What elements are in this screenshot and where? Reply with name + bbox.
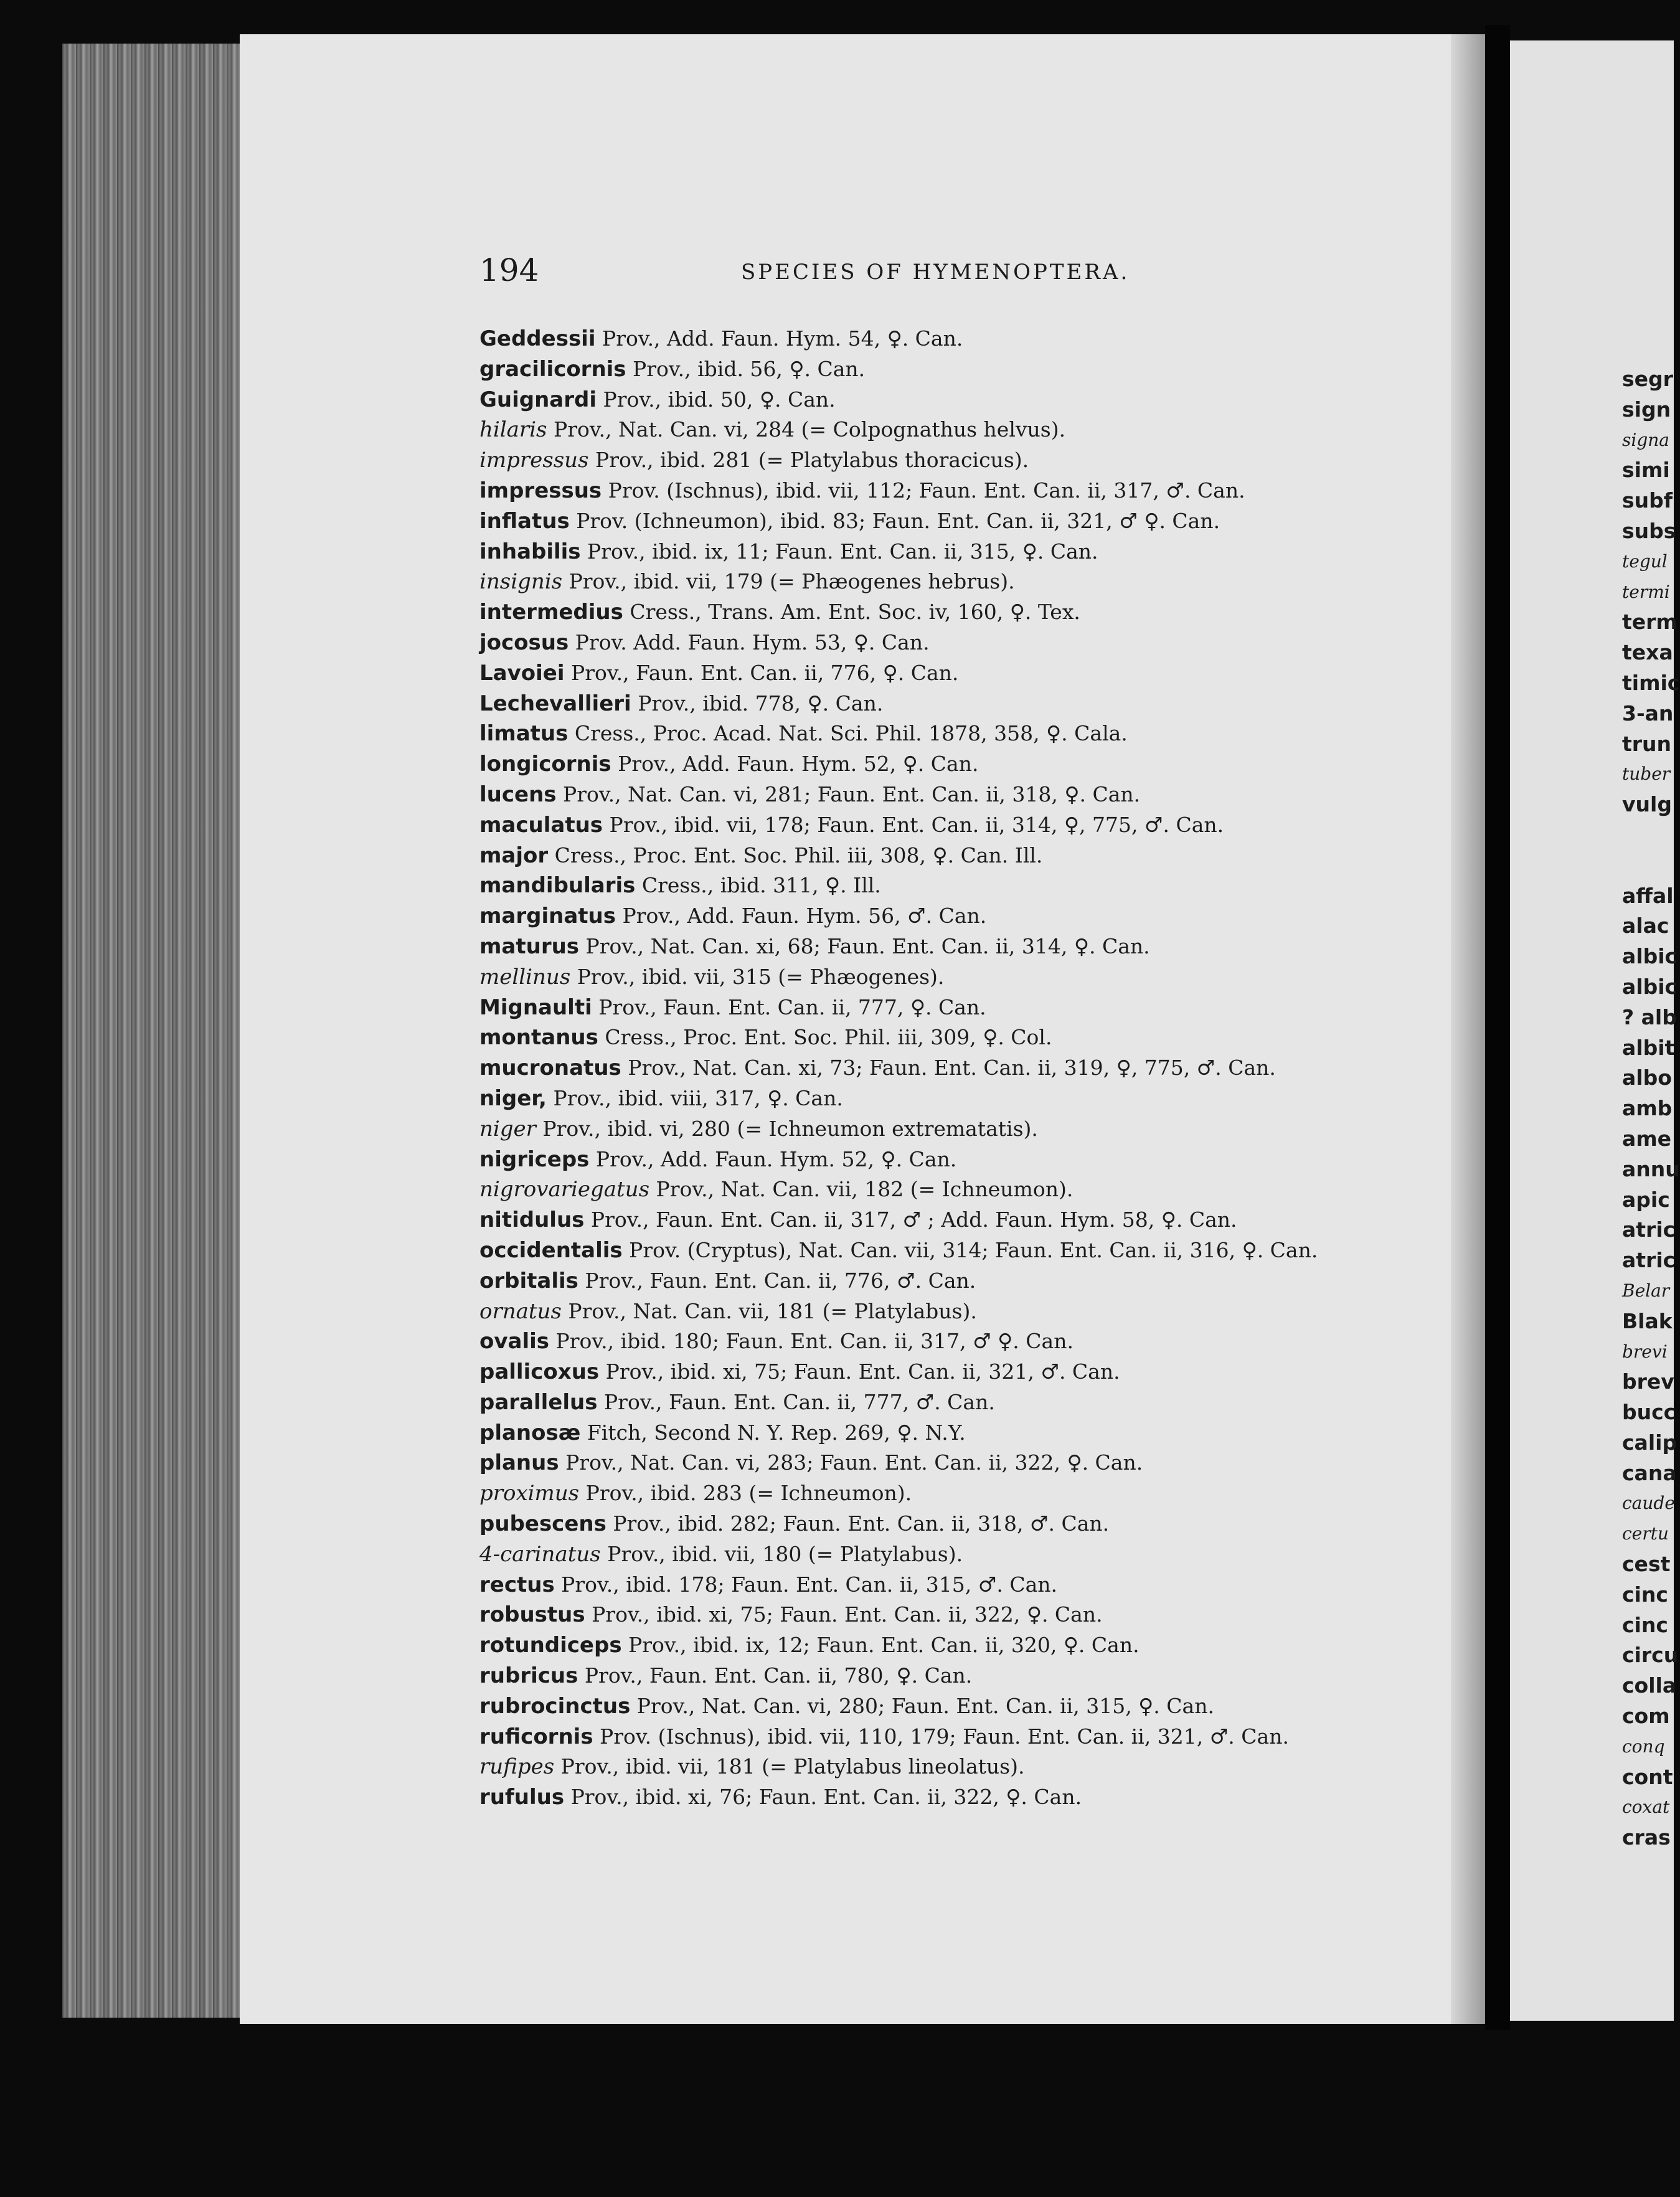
- right-page-fragment: termi: [1622, 581, 1670, 602]
- right-page-fragment: tuber: [1622, 763, 1671, 785]
- species-citation: Prov., ibid. ix, 12; Faun. Ent. Can. ii, 320, ♀. Can.: [621, 1633, 1140, 1658]
- species-entry: [479, 1297, 1451, 1327]
- species-entry: [479, 1600, 1451, 1630]
- species-entry: [479, 445, 1451, 476]
- species-entry: [479, 1326, 1451, 1357]
- right-page-fragment: Belar: [1622, 1280, 1670, 1301]
- species-entry: [479, 749, 1451, 780]
- species-entry: [479, 993, 1451, 1023]
- species-name: planus: [479, 1450, 559, 1476]
- species-entry: [479, 1782, 1451, 1813]
- right-page-fragment: brevi: [1622, 1341, 1668, 1362]
- species-name: maturus: [479, 933, 580, 959]
- right-page-fragment: cinc: [1622, 1612, 1668, 1637]
- species-name: Guignardi: [479, 387, 597, 412]
- species-name: rubricus: [479, 1663, 578, 1689]
- book-gutter: [1485, 25, 1510, 2030]
- species-name: lucens: [479, 782, 557, 807]
- species-name: maculatus: [479, 812, 603, 838]
- species-name: orbitalis: [479, 1268, 578, 1293]
- right-page-fragment: bucc: [1622, 1400, 1676, 1425]
- right-page-fragment: certu: [1622, 1523, 1669, 1544]
- page-shadow: [1451, 34, 1485, 2024]
- species-citation: Prov. (Cryptus), Nat. Can. vii, 314; Faun. Ent. Can. ii, 316, ♀. Can.: [622, 1237, 1318, 1262]
- species-citation: Prov., Faun. Ent. Can. ii, 776, ♂. Can.: [578, 1268, 976, 1293]
- species-citation: Prov., ibid. 282; Faun. Ent. Can. ii, 318, ♂. Can.: [606, 1511, 1110, 1536]
- right-page-fragment: term: [1622, 610, 1678, 635]
- right-page-fragment: segr: [1622, 367, 1673, 391]
- species-entry: [479, 1570, 1451, 1600]
- species-name: planosæ: [479, 1420, 581, 1445]
- species-entry: [479, 1478, 1451, 1509]
- right-page-fragment: apic: [1622, 1187, 1670, 1212]
- species-name: montanus: [479, 1025, 598, 1051]
- species-name: insignis: [479, 569, 563, 595]
- species-citation: Prov., ibid. ix, 11; Faun. Ent. Can. ii, 315, ♀. Can.: [580, 539, 1098, 564]
- species-citation: Prov. (Ichneumon), ibid. 83; Faun. Ent. Can. ii, 321, ♂ ♀. Can.: [569, 508, 1220, 533]
- species-name: inhabilis: [479, 539, 581, 564]
- species-name: hilaris: [479, 417, 547, 443]
- species-citation: Prov., ibid. vii, 180 (= Platylabus).: [600, 1541, 963, 1566]
- species-citation: Prov., ibid. 56, ♀. Can.: [626, 356, 866, 381]
- species-entry: [479, 1630, 1451, 1661]
- right-page-fragment: cras: [1622, 1825, 1671, 1850]
- species-entry: [479, 537, 1451, 567]
- right-page-fragment: atric: [1622, 1217, 1676, 1242]
- right-page-fragment: amb: [1622, 1096, 1673, 1121]
- species-citation: Prov., Nat. Can. xi, 68; Faun. Ent. Can. ii, 314, ♀. Can.: [579, 933, 1150, 958]
- species-name: Geddessii: [479, 326, 596, 351]
- species-citation: Prov., ibid. vii, 178; Faun. Ent. Can. ii, 314, ♀, 775, ♂. Can.: [603, 812, 1224, 837]
- right-page-fragment: vulg: [1622, 792, 1672, 817]
- species-citation: Prov., ibid. vii, 181 (= Platylabus lineolatus).: [554, 1754, 1025, 1779]
- species-entry: [479, 354, 1451, 385]
- species-citation: Prov., ibid. vii, 315 (= Phæogenes).: [570, 964, 945, 989]
- species-citation: Prov., Faun. Ent. Can. ii, 780, ♀. Can.: [578, 1663, 973, 1688]
- species-name: ruficornis: [479, 1724, 593, 1749]
- right-page-fragment: cinc: [1622, 1582, 1668, 1607]
- right-page-fragment: com: [1622, 1704, 1670, 1729]
- species-name: ovalis: [479, 1329, 550, 1354]
- species-entry: [479, 1722, 1451, 1752]
- species-name: nigriceps: [479, 1146, 590, 1172]
- species-citation: Prov., ibid. 180; Faun. Ent. Can. ii, 317, ♂ ♀. Can.: [549, 1329, 1074, 1354]
- species-name: mucronatus: [479, 1056, 621, 1081]
- species-name: rectus: [479, 1572, 555, 1597]
- species-name: marginatus: [479, 904, 616, 929]
- right-page-fragment: ? alb: [1622, 1004, 1677, 1029]
- species-citation: Prov., ibid. vii, 179 (= Phæogenes hebrus).: [562, 569, 1015, 594]
- species-citation: Prov. Add. Faun. Hym. 53, ♀. Can.: [569, 630, 930, 654]
- species-name: mandibularis: [479, 873, 636, 899]
- species-name: major: [479, 843, 549, 868]
- right-page-fragment: sign: [1622, 397, 1671, 422]
- species-citation: Cress., Proc. Ent. Soc. Phil. iii, 309, ♀. Col.: [598, 1025, 1052, 1050]
- right-page-fragment: calip: [1622, 1430, 1678, 1455]
- species-entry: [479, 1205, 1451, 1236]
- species-citation: Prov., Nat. Can. vi, 284 (= Colpognathus helvus).: [547, 417, 1066, 442]
- species-citation: Cress., Proc. Acad. Nat. Sci. Phil. 1878, 358, ♀. Cala.: [568, 721, 1128, 746]
- right-page-fragment: 3-an: [1622, 701, 1674, 725]
- species-citation: Prov., Add. Faun. Hym. 56, ♂. Can.: [615, 904, 987, 928]
- species-list: [479, 324, 1451, 1813]
- species-name: ornatus: [479, 1298, 562, 1324]
- species-citation: Prov., Faun. Ent. Can. ii, 777, ♀. Can.: [592, 995, 986, 1019]
- species-name: parallelus: [479, 1389, 598, 1415]
- right-page-fragment: tegul: [1622, 550, 1668, 572]
- species-entry: [479, 932, 1451, 962]
- species-name: impressus: [479, 478, 602, 503]
- species-entry: [479, 810, 1451, 841]
- species-name: occidentalis: [479, 1237, 623, 1263]
- species-name: rubrocinctus: [479, 1693, 631, 1719]
- species-name: rufulus: [479, 1785, 565, 1810]
- right-page-fragment: coxat: [1622, 1797, 1670, 1818]
- right-page-fragment: cont: [1622, 1764, 1673, 1789]
- species-name: mellinus: [479, 964, 571, 990]
- page-number: 194: [479, 252, 539, 288]
- right-page-fragment: caude: [1622, 1493, 1675, 1514]
- species-name: jocosus: [479, 630, 569, 655]
- right-page-fragment: albo: [1622, 1065, 1672, 1090]
- species-citation: Prov., Add. Faun. Hym. 52, ♀. Can.: [611, 752, 979, 777]
- species-entry: [479, 1539, 1451, 1570]
- right-page-fragment: Blak: [1622, 1308, 1673, 1333]
- species-entry: [479, 506, 1451, 537]
- species-name: nigrovariegatus: [479, 1177, 650, 1202]
- species-citation: Prov., Add. Faun. Hym. 54, ♀. Can.: [595, 326, 963, 351]
- species-citation: Cress., Trans. Am. Ent. Soc. iv, 160, ♀. Tex.: [623, 600, 1080, 625]
- species-name: Mignaulti: [479, 995, 592, 1020]
- right-page-fragment: affal: [1622, 883, 1674, 908]
- species-name: rotundiceps: [479, 1633, 622, 1658]
- right-page-fragment: conq: [1622, 1736, 1665, 1757]
- species-name: Lechevallieri: [479, 691, 631, 716]
- species-citation: Prov., Nat. Can. vi, 283; Faun. Ent. Can. ii, 322, ♀. Can.: [559, 1450, 1143, 1475]
- right-page-fragment: timic: [1622, 670, 1680, 695]
- species-entry: [479, 1023, 1451, 1053]
- species-citation: Prov., ibid. 778, ♀. Can.: [631, 691, 884, 716]
- species-citation: Prov., ibid. xi, 76; Faun. Ent. Can. ii, 322, ♀. Can.: [564, 1785, 1082, 1810]
- species-name: niger: [479, 1116, 536, 1141]
- right-page-fragment: albit: [1622, 1035, 1675, 1060]
- species-name: 4-carinatus: [479, 1541, 601, 1567]
- species-citation: Prov., ibid. 50, ♀. Can.: [597, 387, 836, 412]
- right-page-fragment: circu: [1622, 1643, 1679, 1668]
- section-gap: [1622, 820, 1678, 881]
- species-name: gracilicornis: [479, 356, 626, 382]
- right-page-fragment: alac: [1622, 914, 1669, 938]
- right-page-fragment: ame: [1622, 1126, 1672, 1151]
- running-head: SPECIES OF HYMENOPTERA.: [741, 260, 1130, 285]
- species-entry: [479, 689, 1451, 719]
- species-name: nitidulus: [479, 1207, 585, 1233]
- species-citation: Prov., Faun. Ent. Can. ii, 777, ♂. Can.: [597, 1389, 995, 1414]
- species-citation: Prov., Nat. Can. vii, 181 (= Platylabus).: [561, 1298, 977, 1323]
- species-entry: [479, 628, 1451, 658]
- species-entry: [479, 1084, 1451, 1114]
- species-entry: [479, 1752, 1451, 1782]
- species-entry: [479, 385, 1451, 415]
- right-page-fragment: simi: [1622, 458, 1670, 483]
- species-citation: Prov., ibid. 178; Faun. Ent. Can. ii, 315, ♂. Can.: [554, 1572, 1057, 1597]
- species-citation: Prov. (Ischnus), ibid. vii, 110, 179; Faun. Ent. Can. ii, 321, ♂. Can.: [593, 1724, 1289, 1749]
- species-entry: [479, 415, 1451, 445]
- species-entry: [479, 597, 1451, 628]
- species-entry: [479, 1357, 1451, 1387]
- right-column-fragments: [1622, 364, 1678, 1853]
- species-name: rufipes: [479, 1754, 555, 1780]
- species-entry: [479, 780, 1451, 810]
- species-citation: Prov., Faun. Ent. Can. ii, 776, ♀. Can.: [564, 660, 959, 685]
- species-name: pallicoxus: [479, 1359, 600, 1385]
- species-name: inflatus: [479, 508, 570, 534]
- species-entry: [479, 1266, 1451, 1297]
- species-entry: [479, 1661, 1451, 1691]
- species-entry: [479, 962, 1451, 993]
- right-page-fragment: cana: [1622, 1460, 1677, 1485]
- species-entry: [479, 1114, 1451, 1145]
- species-citation: Prov., Faun. Ent. Can. ii, 317, ♂ ; Add. Faun. Hym. 58, ♀. Can.: [584, 1207, 1237, 1232]
- right-page-fragment: subs: [1622, 518, 1676, 543]
- species-entry: [479, 476, 1451, 506]
- species-citation: Prov., ibid. vi, 280 (= Ichneumon extrematatis).: [536, 1116, 1038, 1141]
- species-entry: [479, 1145, 1451, 1175]
- species-citation: Fitch, Second N. Y. Rep. 269, ♀. N.Y.: [580, 1420, 966, 1445]
- species-name: robustus: [479, 1602, 585, 1628]
- right-page-fragment: albic: [1622, 974, 1678, 999]
- species-entry: [479, 324, 1451, 354]
- species-entry: [479, 1448, 1451, 1478]
- species-name: proximus: [479, 1481, 580, 1506]
- species-citation: Prov., Add. Faun. Hym. 52, ♀. Can.: [589, 1146, 957, 1171]
- species-name: niger,: [479, 1085, 547, 1111]
- species-citation: Prov. (Ischnus), ibid. vii, 112; Faun. Ent. Can. ii, 317, ♂. Can.: [602, 478, 1245, 503]
- species-citation: Prov., ibid. xi, 75; Faun. Ent. Can. ii, 322, ♀. Can.: [585, 1602, 1103, 1627]
- species-entry: [479, 1509, 1451, 1539]
- species-citation: Prov., Nat. Can. vi, 281; Faun. Ent. Can. ii, 318, ♀. Can.: [556, 782, 1141, 806]
- species-name: longicornis: [479, 752, 611, 777]
- species-entry: [479, 1053, 1451, 1084]
- species-citation: Prov., ibid. xi, 75; Faun. Ent. Can. ii, 321, ♂. Can.: [599, 1359, 1120, 1384]
- right-page-fragment: albic: [1622, 944, 1678, 969]
- species-entry: [479, 1691, 1451, 1722]
- species-citation: Prov., ibid. viii, 317, ♀. Can.: [546, 1085, 843, 1110]
- species-citation: Cress., Proc. Ent. Soc. Phil. iii, 308, ♀. Can. Ill.: [548, 843, 1043, 867]
- page-header: [479, 252, 1227, 290]
- species-name: intermedius: [479, 600, 623, 625]
- right-page-fragment: signa: [1622, 429, 1669, 450]
- species-entry: [479, 1418, 1451, 1448]
- species-entry: [479, 567, 1451, 597]
- right-page-fragment: colla: [1622, 1673, 1677, 1698]
- right-page: [1510, 40, 1680, 2021]
- species-citation: Prov., Nat. Can. vii, 182 (= Ichneumon).: [649, 1177, 1074, 1202]
- right-page-fragment: cest: [1622, 1552, 1671, 1577]
- species-entry: [479, 1387, 1451, 1418]
- species-citation: Prov., Nat. Can. xi, 73; Faun. Ent. Can. ii, 319, ♀, 775, ♂. Can.: [621, 1056, 1276, 1080]
- right-page-fragment: texa: [1622, 640, 1673, 665]
- species-name: Lavoiei: [479, 660, 565, 686]
- right-page-fragment: trun: [1622, 731, 1672, 756]
- species-citation: Prov., ibid. 283 (= Ichneumon).: [579, 1481, 912, 1506]
- species-entry: [479, 901, 1451, 932]
- species-name: limatus: [479, 721, 569, 747]
- species-citation: Prov., ibid. 281 (= Platylabus thoracicus).: [588, 448, 1029, 473]
- species-entry: [479, 658, 1451, 689]
- page-edges: [62, 44, 249, 2018]
- species-citation: Prov., Nat. Can. vi, 280; Faun. Ent. Can. ii, 315, ♀. Can.: [630, 1693, 1214, 1718]
- species-entry: [479, 719, 1451, 749]
- species-name: pubescens: [479, 1511, 606, 1537]
- species-entry: [479, 841, 1451, 871]
- right-page-fragment: subf: [1622, 488, 1673, 513]
- right-page-fragment: atric: [1622, 1248, 1676, 1273]
- species-entry: [479, 871, 1451, 901]
- right-page-fragment: annu: [1622, 1156, 1680, 1181]
- species-citation: Cress., ibid. 311, ♀. Ill.: [635, 873, 881, 898]
- species-entry: [479, 1174, 1451, 1205]
- right-page-fragment: brev: [1622, 1369, 1674, 1394]
- species-name: impressus: [479, 448, 589, 473]
- species-entry: [479, 1236, 1451, 1266]
